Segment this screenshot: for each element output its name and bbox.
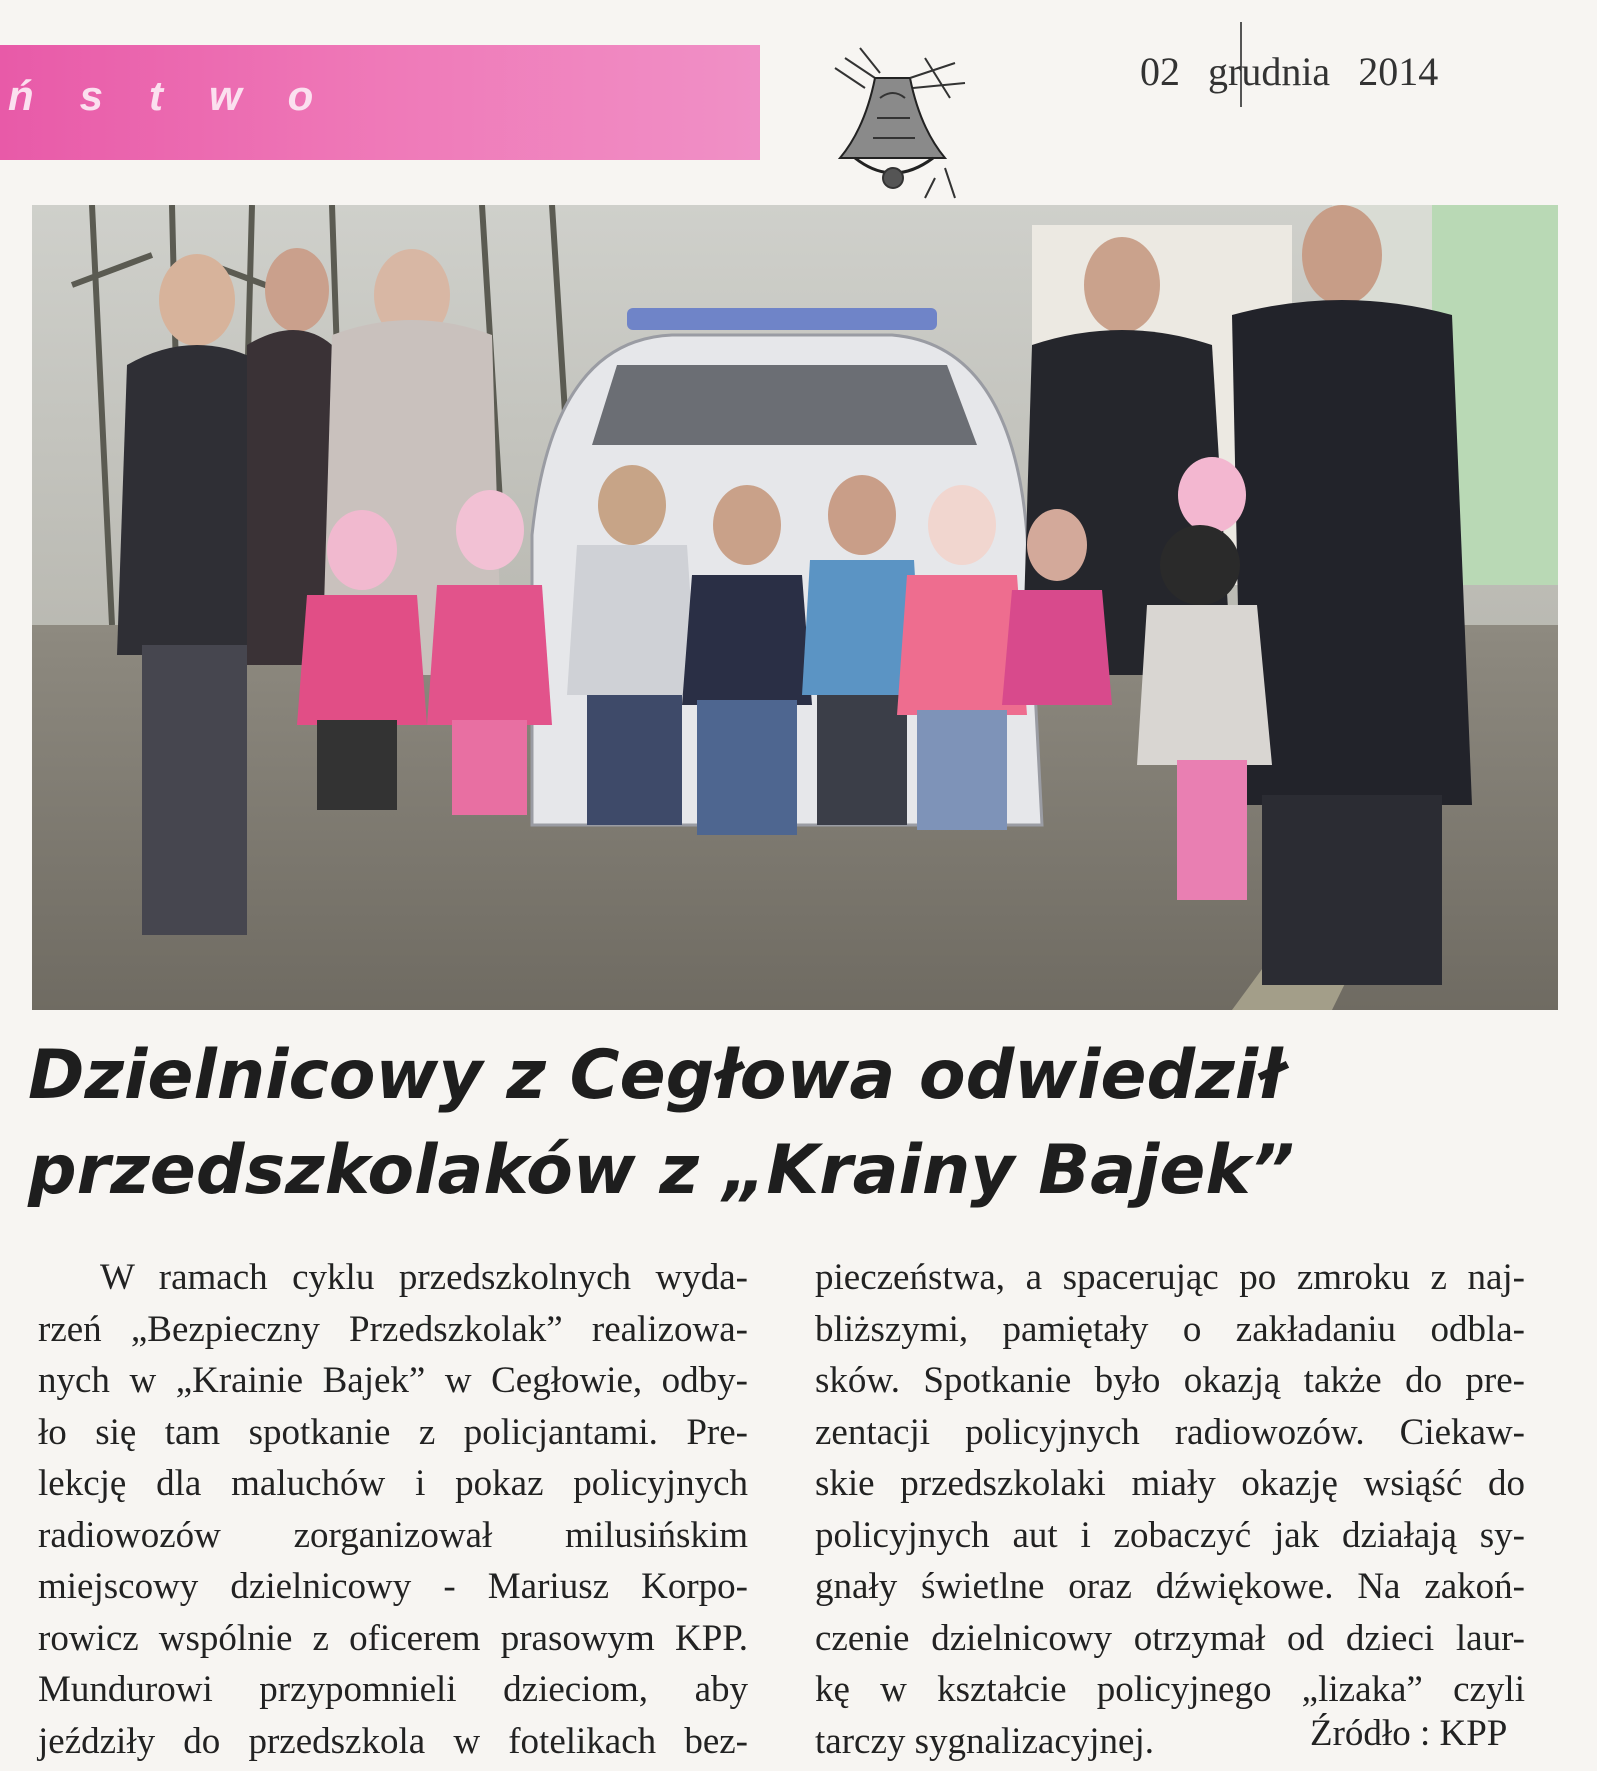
column-line: pieczeństwa, a spacerując po zmroku z naj- xyxy=(815,1257,1525,1298)
column-line: gnały świetlne oraz dźwiękowe. Na zakoń- xyxy=(815,1566,1525,1607)
bell-emblem-icon xyxy=(805,38,985,203)
column-line: kę w kształcie policyjnego „lizaka” czyli xyxy=(815,1669,1525,1710)
column-line: radiowozów zorganizował milusińskim xyxy=(38,1514,748,1556)
column-line: W ramach cyklu przedszkolnych wyda- xyxy=(100,1257,748,1298)
column-line: nych w „Krainie Bajek” w Cegłowie, odby- xyxy=(38,1360,748,1401)
headline-line-2: przedszkolaków z „Krainy Bajek” xyxy=(28,1131,1295,1210)
column-line: policyjnych aut i zobaczyć jak działają sy- xyxy=(815,1514,1525,1556)
column-line: miejscowy dzielnicowy - Mariusz Korpo- xyxy=(38,1566,748,1607)
column-line: rowicz wspólnie z oficerem prasowym KPP. xyxy=(38,1617,748,1659)
headline-line-1: Dzielnicowy z Cegłowa odwiedził xyxy=(28,1036,1284,1115)
section-label: ństwo xyxy=(8,72,360,119)
column-line: rzeń „Bezpieczny Przedszkolak” realizowa- xyxy=(38,1308,748,1350)
article-headline xyxy=(28,1028,1573,1218)
column-line: bliższymi, pamiętały o zakładaniu odbla- xyxy=(815,1308,1525,1350)
article-column-2 xyxy=(815,1252,1525,1767)
column-line: tarczy sygnalizacyjnej. xyxy=(815,1720,1154,1762)
column-line: sków. Spotkanie było okazją także do pre- xyxy=(815,1360,1525,1401)
group-photo xyxy=(32,205,1558,1010)
column-line: ło się tam spotkanie z policjantami. Pre- xyxy=(38,1411,748,1453)
article-column-1 xyxy=(38,1252,748,1767)
column-line: jeździły do przedszkola w fotelikach bez- xyxy=(38,1720,748,1762)
column-line: czenie dzielnicowy otrzymał od dzieci laur- xyxy=(815,1617,1525,1659)
issue-date: 02 grudnia 2014 xyxy=(1140,49,1439,94)
column-line: lekcję dla maluchów i pokaz policyjnych xyxy=(38,1463,748,1504)
article-source: Źródło : KPP xyxy=(1310,1713,1508,1754)
column-line: Mundurowi przypomnieli dzieciom, aby xyxy=(38,1669,748,1710)
column-line: zentacji policyjnych radiowozów. Ciekaw- xyxy=(815,1411,1525,1453)
column-line: skie przedszkolaki miały okazję wsiąść do xyxy=(815,1463,1525,1504)
